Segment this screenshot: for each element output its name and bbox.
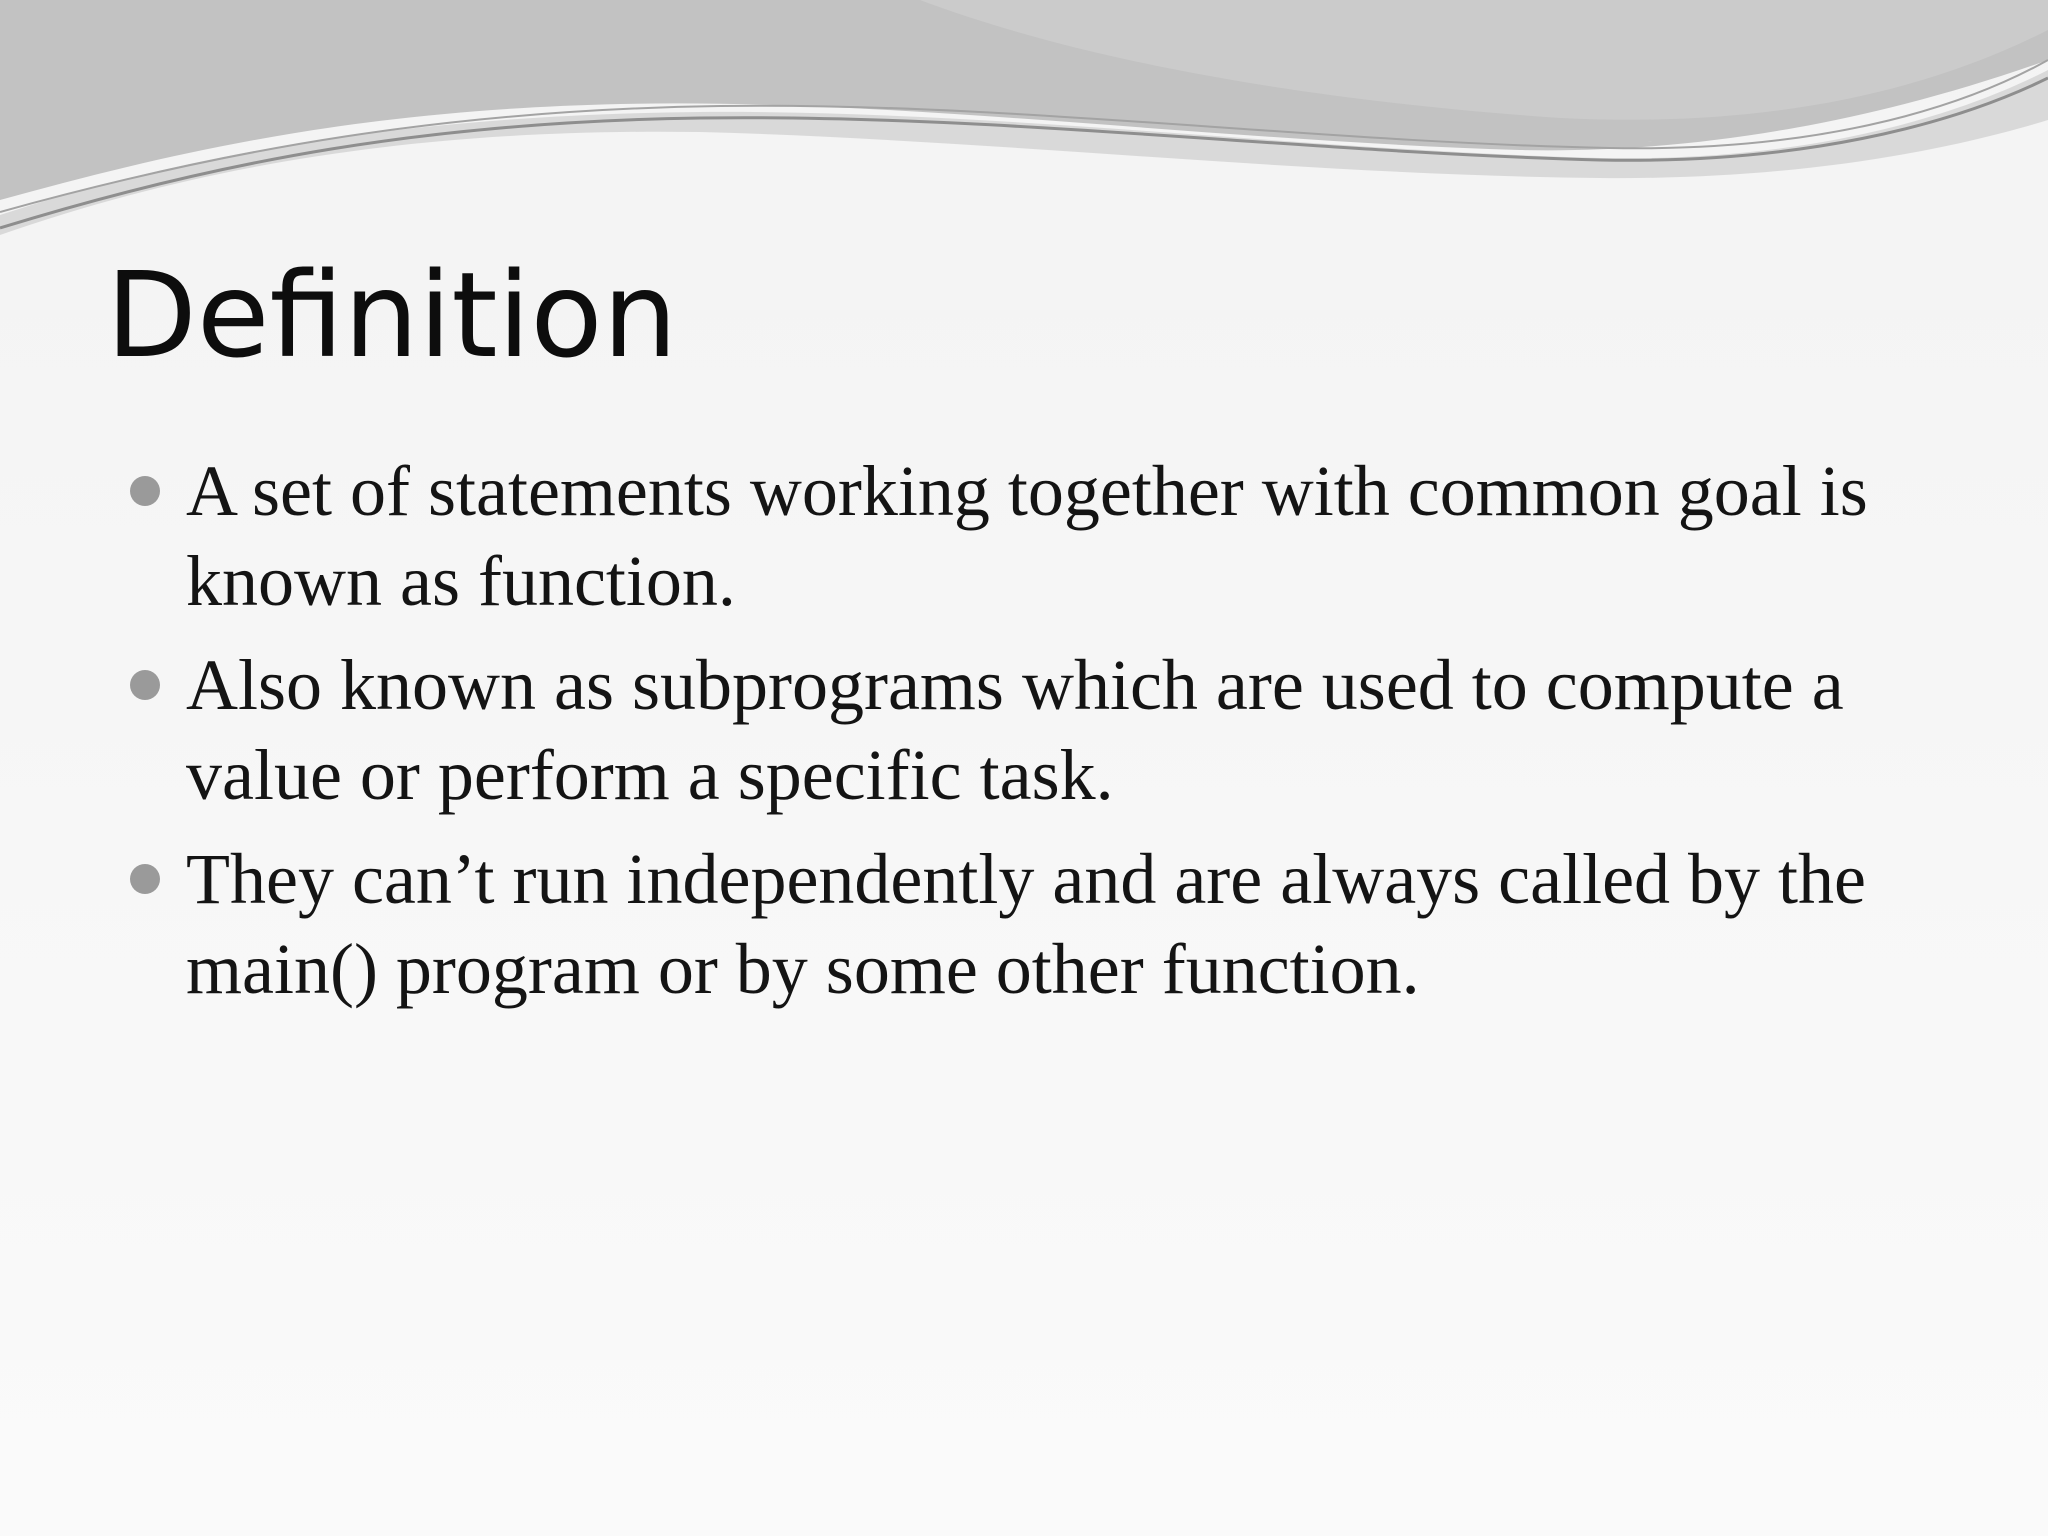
bullet-text: Also known as subprograms which are used to compute a value or perform a specific task. — [186, 645, 1844, 815]
bullet-list — [186, 446, 1966, 1028]
bullet-item — [186, 640, 1966, 820]
bullet-text: A set of statements working together with common goal is known as function. — [186, 451, 1868, 621]
bullet-item — [186, 446, 1966, 626]
header-wave-decoration — [0, 0, 2048, 240]
slide-title: Definition — [106, 246, 678, 384]
bullet-dot-icon — [130, 864, 160, 894]
bullet-item — [186, 834, 1966, 1014]
bullet-dot-icon — [130, 476, 160, 506]
bullet-text: They can’t run independently and are always called by the main() program or by some other function. — [186, 839, 1867, 1009]
bullet-dot-icon — [130, 670, 160, 700]
